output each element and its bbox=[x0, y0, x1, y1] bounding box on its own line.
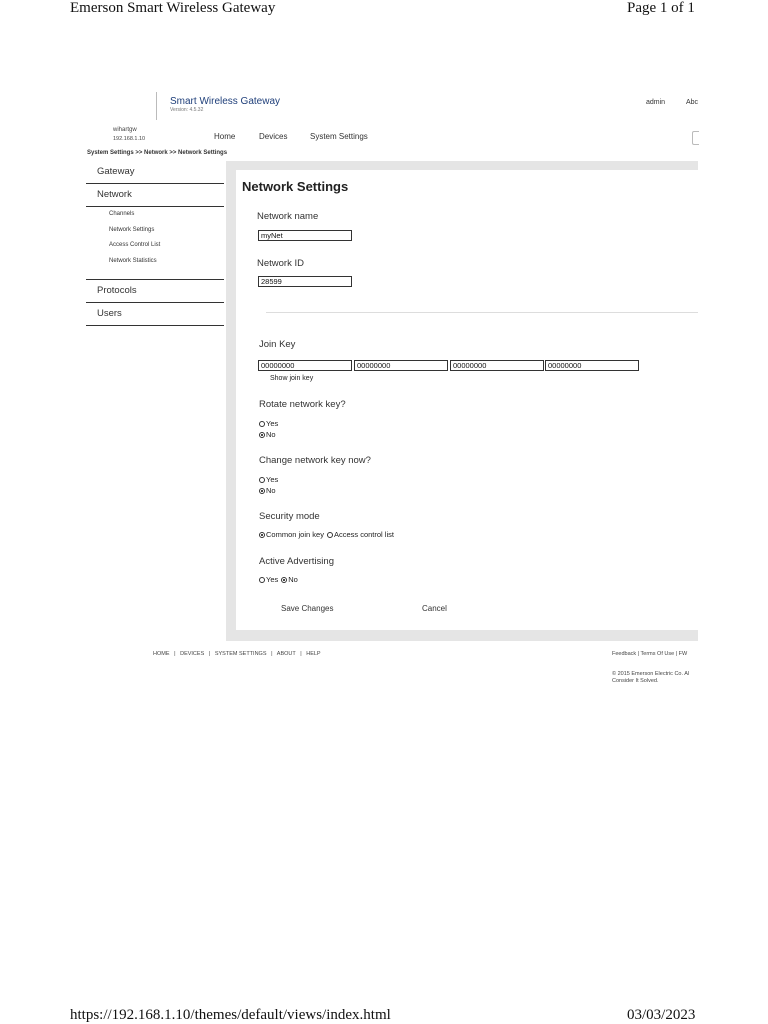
sidebar-item-label: Protocols bbox=[97, 285, 137, 296]
radio-label: No bbox=[266, 430, 276, 439]
sidebar-item-label: Users bbox=[97, 308, 122, 319]
about-link[interactable]: Abc bbox=[686, 99, 699, 106]
radio-label: No bbox=[288, 575, 298, 584]
user-menu[interactable]: admin bbox=[646, 99, 666, 106]
change-key-label: Change network key now? bbox=[259, 455, 371, 466]
radio-icon[interactable] bbox=[259, 532, 265, 538]
join-key-input-4[interactable] bbox=[545, 360, 639, 371]
app-title: Smart Wireless Gateway bbox=[170, 96, 281, 107]
sidebar-item-gateway[interactable] bbox=[86, 161, 224, 184]
radio-icon[interactable] bbox=[259, 477, 265, 483]
radio-label: Yes bbox=[266, 575, 279, 584]
radio-icon[interactable] bbox=[259, 488, 265, 494]
sidebar-subitem-network-statistics[interactable]: Network Statistics bbox=[109, 258, 157, 264]
security-mode-label: Security mode bbox=[259, 511, 320, 522]
page-title: Network Settings bbox=[242, 179, 349, 194]
search-box[interactable] bbox=[692, 131, 699, 145]
active-advertising-label: Active Advertising bbox=[259, 556, 334, 567]
footer-copyright: © 2015 Emerson Electric Co. Al bbox=[612, 671, 690, 677]
network-name-label: Network name bbox=[257, 211, 319, 222]
print-header-title: Emerson Smart Wireless Gateway bbox=[70, 0, 276, 16]
radio-label: Yes bbox=[266, 419, 279, 428]
join-key-input-3[interactable] bbox=[450, 360, 544, 371]
footer-tagline: Consider It Solved. bbox=[612, 678, 659, 684]
sidebar-item-label: Gateway bbox=[97, 166, 135, 177]
nav-home[interactable]: Home bbox=[214, 132, 236, 141]
print-footer-date: 03/03/2023 bbox=[627, 1007, 696, 1023]
radio-label: Access control list bbox=[333, 530, 394, 539]
sidebar-item-users[interactable] bbox=[86, 303, 224, 326]
sidebar-subitem-access-control-list[interactable]: Access Control List bbox=[109, 242, 161, 248]
network-id-input[interactable] bbox=[258, 276, 352, 287]
sidebar-subitem-channels[interactable]: Channels bbox=[109, 211, 135, 217]
save-changes-button[interactable]: Save Changes bbox=[281, 604, 334, 613]
sidebar-item-label: Network bbox=[97, 189, 132, 200]
radio-icon[interactable] bbox=[259, 432, 265, 438]
gateway-host-name: wihartgw bbox=[113, 127, 137, 133]
network-id-label: Network ID bbox=[257, 258, 304, 269]
join-key-label: Join Key bbox=[259, 339, 296, 350]
app-version: Version: 4.5.32 bbox=[170, 107, 204, 113]
change-yes-option[interactable] bbox=[259, 475, 278, 484]
radio-icon[interactable] bbox=[281, 577, 287, 583]
radio-icon[interactable] bbox=[259, 421, 265, 427]
radio-label: Common join key bbox=[266, 530, 324, 539]
footer-nav-links[interactable]: HOME | DEVICES | SYSTEM SETTINGS | ABOUT | HELP bbox=[153, 651, 321, 657]
breadcrumb: System Settings >> Network >> Network Settings bbox=[87, 150, 228, 156]
rotate-no-option[interactable] bbox=[259, 430, 276, 439]
network-name-input[interactable] bbox=[258, 230, 352, 241]
join-key-input-1[interactable] bbox=[258, 360, 352, 371]
sidebar-item-network[interactable] bbox=[86, 184, 224, 207]
nav-devices[interactable]: Devices bbox=[259, 132, 288, 141]
sidebar-subitem-network-settings[interactable]: Network Settings bbox=[109, 227, 155, 233]
join-key-input-2[interactable] bbox=[354, 360, 448, 371]
rotate-yes-option[interactable] bbox=[259, 419, 278, 428]
nav-system-settings[interactable]: System Settings bbox=[310, 132, 368, 141]
sidebar-item-protocols[interactable] bbox=[86, 280, 224, 303]
radio-icon[interactable] bbox=[259, 577, 265, 583]
footer-right-links[interactable]: Feedback | Terms Of Use | FW bbox=[612, 651, 688, 657]
security-mode-options bbox=[259, 530, 394, 539]
rotate-key-label: Rotate network key? bbox=[259, 399, 346, 410]
advertising-options bbox=[259, 575, 298, 584]
radio-icon[interactable] bbox=[327, 532, 333, 538]
radio-label: No bbox=[266, 486, 276, 495]
gateway-host-ip: 192.168.1.10 bbox=[113, 136, 146, 142]
show-join-key-toggle[interactable]: Show join key bbox=[270, 375, 314, 382]
change-no-option[interactable] bbox=[259, 486, 276, 495]
cancel-button[interactable]: Cancel bbox=[422, 604, 447, 613]
print-footer-url: https://192.168.1.10/themes/default/views/index.html bbox=[70, 1007, 391, 1023]
print-page-number: Page 1 of 1 bbox=[627, 0, 695, 16]
header-divider bbox=[156, 92, 157, 120]
radio-label: Yes bbox=[266, 475, 279, 484]
section-separator bbox=[266, 312, 698, 313]
